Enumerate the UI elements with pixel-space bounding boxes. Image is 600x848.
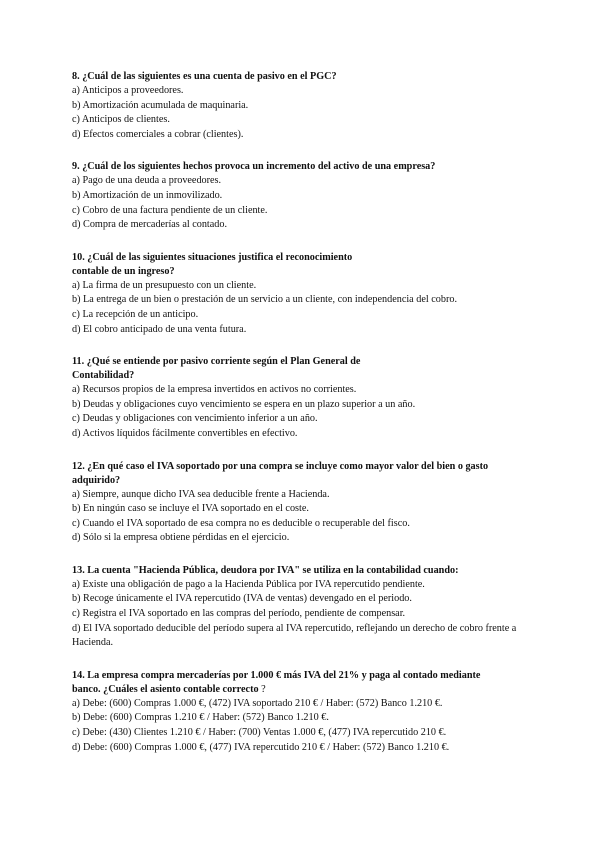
question-12 (72, 460, 542, 546)
question-14-title-line1: 14. La empresa compra mercaderías por 1.000 € más IVA del 21% y paga al contado mediante (72, 669, 481, 681)
question-10-title-line1: 10. ¿Cuál de las siguientes situaciones justifica el reconocimiento (72, 251, 353, 263)
question-11-title-line1: 11. ¿Qué se entiende por pasivo corriente según el Plan General de (72, 356, 361, 368)
question-8 (72, 70, 542, 142)
question-13 (72, 564, 542, 651)
question-10 (72, 251, 542, 337)
question-11-option-c: c) Deudas y obligaciones con vencimiento inferior a un año. (72, 413, 318, 425)
question-14 (72, 669, 542, 755)
question-12-title-line2: adquirido? (72, 474, 121, 486)
question-13-title: 13. La cuenta "Hacienda Pública, deudora por IVA" se utiliza en la contabilidad cuando: (72, 564, 459, 576)
question-9-option-d: d) Compra de mercaderías al contado. (72, 219, 228, 231)
question-8-option-d: d) Efectos comerciales a cobrar (clientes). (72, 128, 244, 140)
question-14-option-c: c) Debe: (430) Clientes 1.210 € / Haber: (700) Ventas 1.000 €, (477) IVA repercutido 210 €. (72, 727, 447, 739)
question-13-option-c: c) Registra el IVA soportado en las compras del período, pendiente de compensar. (72, 608, 406, 620)
question-14-option-a: a) Debe: (600) Compras 1.000 €, (472) IVA soportado 210 € / Haber: (572) Banco 1.210 €. (72, 697, 443, 709)
question-9-title: 9. ¿Cuál de los siguientes hechos provoca un incremento del activo de una empresa? (72, 161, 436, 173)
question-11-title-line2: Contabilidad? (72, 370, 135, 382)
question-12-option-b: b) En ningún caso se incluye el IVA soportado en el coste. (72, 503, 309, 515)
question-9 (72, 160, 542, 232)
question-14-title-tail: ? (258, 683, 266, 695)
question-13-option-d: d) El IVA soportado deducible del período supera al IVA repercutido, reflejando un derecho de cobro frente a Hacienda. (72, 622, 517, 649)
question-10-option-a: a) La firma de un presupuesto con un cliente. (72, 279, 257, 291)
question-8-option-a: a) Anticipos a proveedores. (72, 85, 184, 96)
question-10-option-c: c) La recepción de un anticipo. (72, 308, 199, 320)
question-12-option-d: d) Sólo si la empresa obtiene pérdidas en el ejercicio. (72, 532, 290, 544)
question-12-option-a: a) Siempre, aunque dicho IVA sea deducible frente a Hacienda. (72, 488, 330, 500)
question-14-option-d: d) Debe: (600) Compras 1.000 €, (477) IVA repercutido 210 € / Haber: (572) Banco 1.210 €. (72, 741, 450, 753)
question-13-option-a: a) Existe una obligación de pago a la Hacienda Pública por IVA repercutido pendiente. (72, 578, 425, 590)
question-11-option-a: a) Recursos propios de la empresa invertidos en activos no corrientes. (72, 384, 357, 396)
question-11-option-d: d) Activos líquidos fácilmente convertibles en efectivo. (72, 427, 298, 439)
question-8-option-b: b) Amortización acumulada de maquinaria. (72, 99, 249, 111)
question-11 (72, 355, 542, 441)
question-8-option-c: c) Anticipos de clientes. (72, 114, 170, 126)
question-10-title-line2: contable de un ingreso? (72, 265, 175, 277)
question-11-option-b: b) Deudas y obligaciones cuyo vencimiento se espera en un plazo superior a un año. (72, 398, 416, 410)
exam-page (72, 70, 542, 773)
question-8-title: 8. ¿Cuál de las siguientes es una cuenta de pasivo en el PGC? (72, 71, 337, 82)
question-12-option-c: c) Cuando el IVA soportado de esa compra no es deducible o recuperable del fisco. (72, 517, 410, 529)
question-9-option-b: b) Amortización de un inmovilizado. (72, 189, 223, 201)
question-9-option-c: c) Cobro de una factura pendiente de un cliente. (72, 204, 268, 216)
question-13-option-b: b) Recoge únicamente el IVA repercutido (IVA de ventas) devengado en el periodo. (72, 593, 412, 605)
question-14-title-line2: banco. ¿Cuáles el asiento contable correcto (72, 683, 259, 695)
question-10-option-d: d) El cobro anticipado de una venta futura. (72, 323, 247, 335)
question-12-title-line1: 12. ¿En qué caso el IVA soportado por una compra se incluye como mayor valor del bien o gasto (72, 460, 489, 472)
question-14-option-b: b) Debe: (600) Compras 1.210 € / Haber: (572) Banco 1.210 €. (72, 712, 329, 724)
question-10-option-b: b) La entrega de un bien o prestación de un servicio a un cliente, con independencia del cobro. (72, 294, 457, 306)
question-9-option-a: a) Pago de una deuda a proveedores. (72, 175, 222, 187)
question-14-title-line2-wrapper (72, 683, 542, 697)
